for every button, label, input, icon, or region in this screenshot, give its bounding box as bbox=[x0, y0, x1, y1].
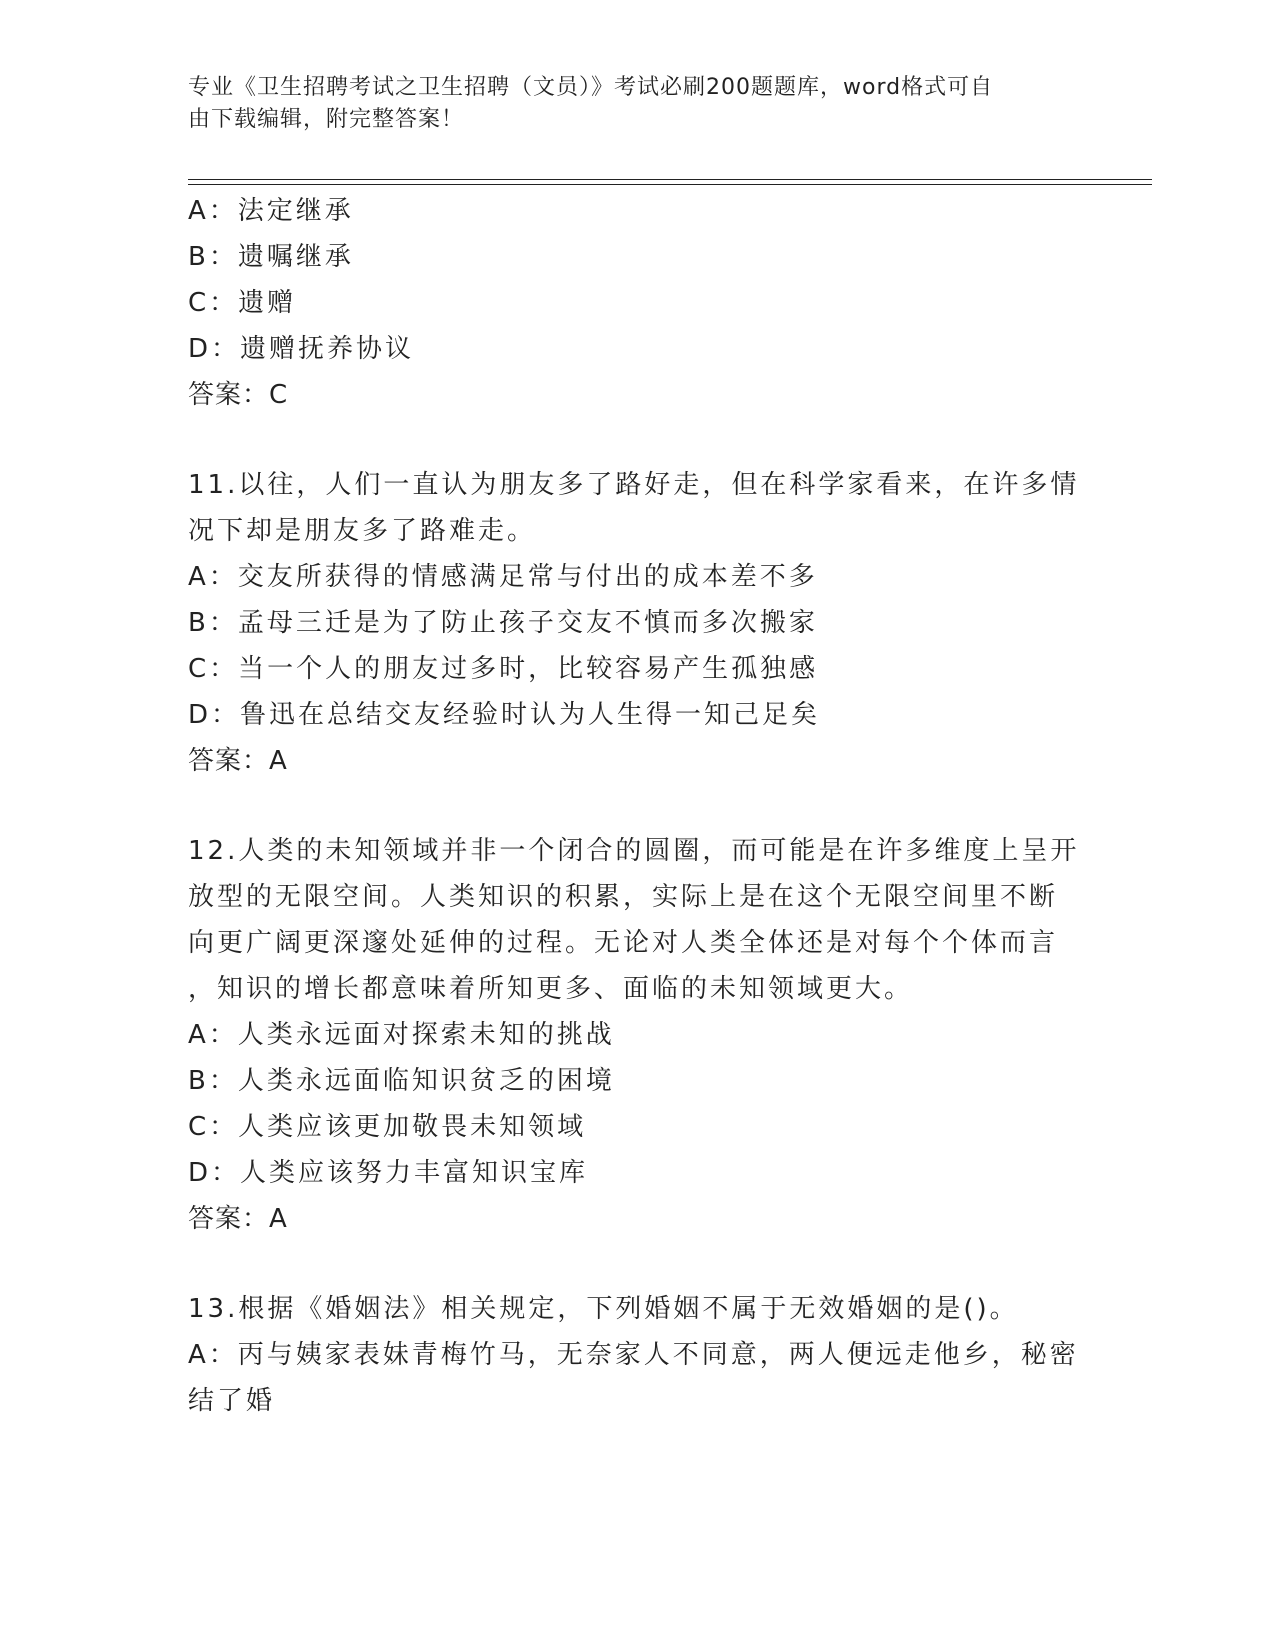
option-b: B：遗嘱继承 bbox=[188, 242, 354, 272]
question-spacer bbox=[188, 784, 1088, 828]
answer-line: 答案：A bbox=[188, 746, 288, 776]
question-stem bbox=[188, 828, 1088, 1012]
question-stem bbox=[188, 462, 1088, 554]
answer-line: 答案：C bbox=[188, 380, 289, 410]
question-12 bbox=[188, 828, 1088, 1242]
question-stem bbox=[188, 1286, 1088, 1332]
option-a-continued: 结了婚 bbox=[188, 1386, 276, 1416]
question-list bbox=[188, 188, 1088, 1424]
question-10 bbox=[188, 188, 1088, 418]
question-spacer bbox=[188, 1242, 1088, 1286]
option-b: B：人类永远面临知识贫乏的困境 bbox=[188, 1066, 615, 1096]
stem-line: 12.人类的未知领域并非一个闭合的圆圈，而可能是在许多维度上呈开 bbox=[188, 836, 1080, 866]
question-spacer bbox=[188, 418, 1088, 462]
option-d: D：人类应该努力丰富知识宝库 bbox=[188, 1158, 589, 1188]
option-c: C：遗赠 bbox=[188, 288, 297, 318]
question-13 bbox=[188, 1286, 1088, 1424]
stem-line: 13.根据《婚姻法》相关规定，下列婚姻不属于无效婚姻的是()。 bbox=[188, 1294, 1019, 1324]
header-line-1: 专业《卫生招聘考试之卫生招聘（文员）》考试必刷200题题库，word格式可自 bbox=[188, 75, 994, 100]
option-d: D：遗赠抚养协议 bbox=[188, 334, 415, 364]
stem-line: 11.以往，人们一直认为朋友多了路好走，但在科学家看来，在许多情 bbox=[188, 470, 1080, 500]
stem-line: 况下却是朋友多了路难走。 bbox=[188, 516, 537, 546]
option-a: A：丙与姨家表妹青梅竹马，无奈家人不同意，两人便远走他乡，秘密 bbox=[188, 1340, 1079, 1370]
stem-line: ，知识的增长都意味着所知更多、面临的未知领域更大。 bbox=[188, 974, 914, 1004]
option-a: A：交友所获得的情感满足常与付出的成本差不多 bbox=[188, 562, 818, 592]
header-line-2: 由下载编辑，附完整答案！ bbox=[188, 107, 465, 132]
header-divider-top bbox=[188, 179, 1152, 180]
header-divider-bottom bbox=[188, 184, 1152, 185]
option-a: A：法定继承 bbox=[188, 196, 354, 226]
option-a: A：人类永远面对探索未知的挑战 bbox=[188, 1020, 615, 1050]
stem-line: 向更广阔更深邃处延伸的过程。无论对人类全体还是对每个个体而言 bbox=[188, 928, 1059, 958]
answer-line: 答案：A bbox=[188, 1204, 288, 1234]
option-b: B：孟母三迁是为了防止孩子交友不慎而多次搬家 bbox=[188, 608, 818, 638]
option-c: C：人类应该更加敬畏未知领域 bbox=[188, 1112, 587, 1142]
option-d: D：鲁迅在总结交友经验时认为人生得一知己足矣 bbox=[188, 700, 821, 730]
option-c: C：当一个人的朋友过多时，比较容易产生孤独感 bbox=[188, 654, 819, 684]
question-11 bbox=[188, 462, 1088, 784]
document-header bbox=[188, 72, 1068, 136]
stem-line: 放型的无限空间。人类知识的积累，实际上是在这个无限空间里不断 bbox=[188, 882, 1059, 912]
